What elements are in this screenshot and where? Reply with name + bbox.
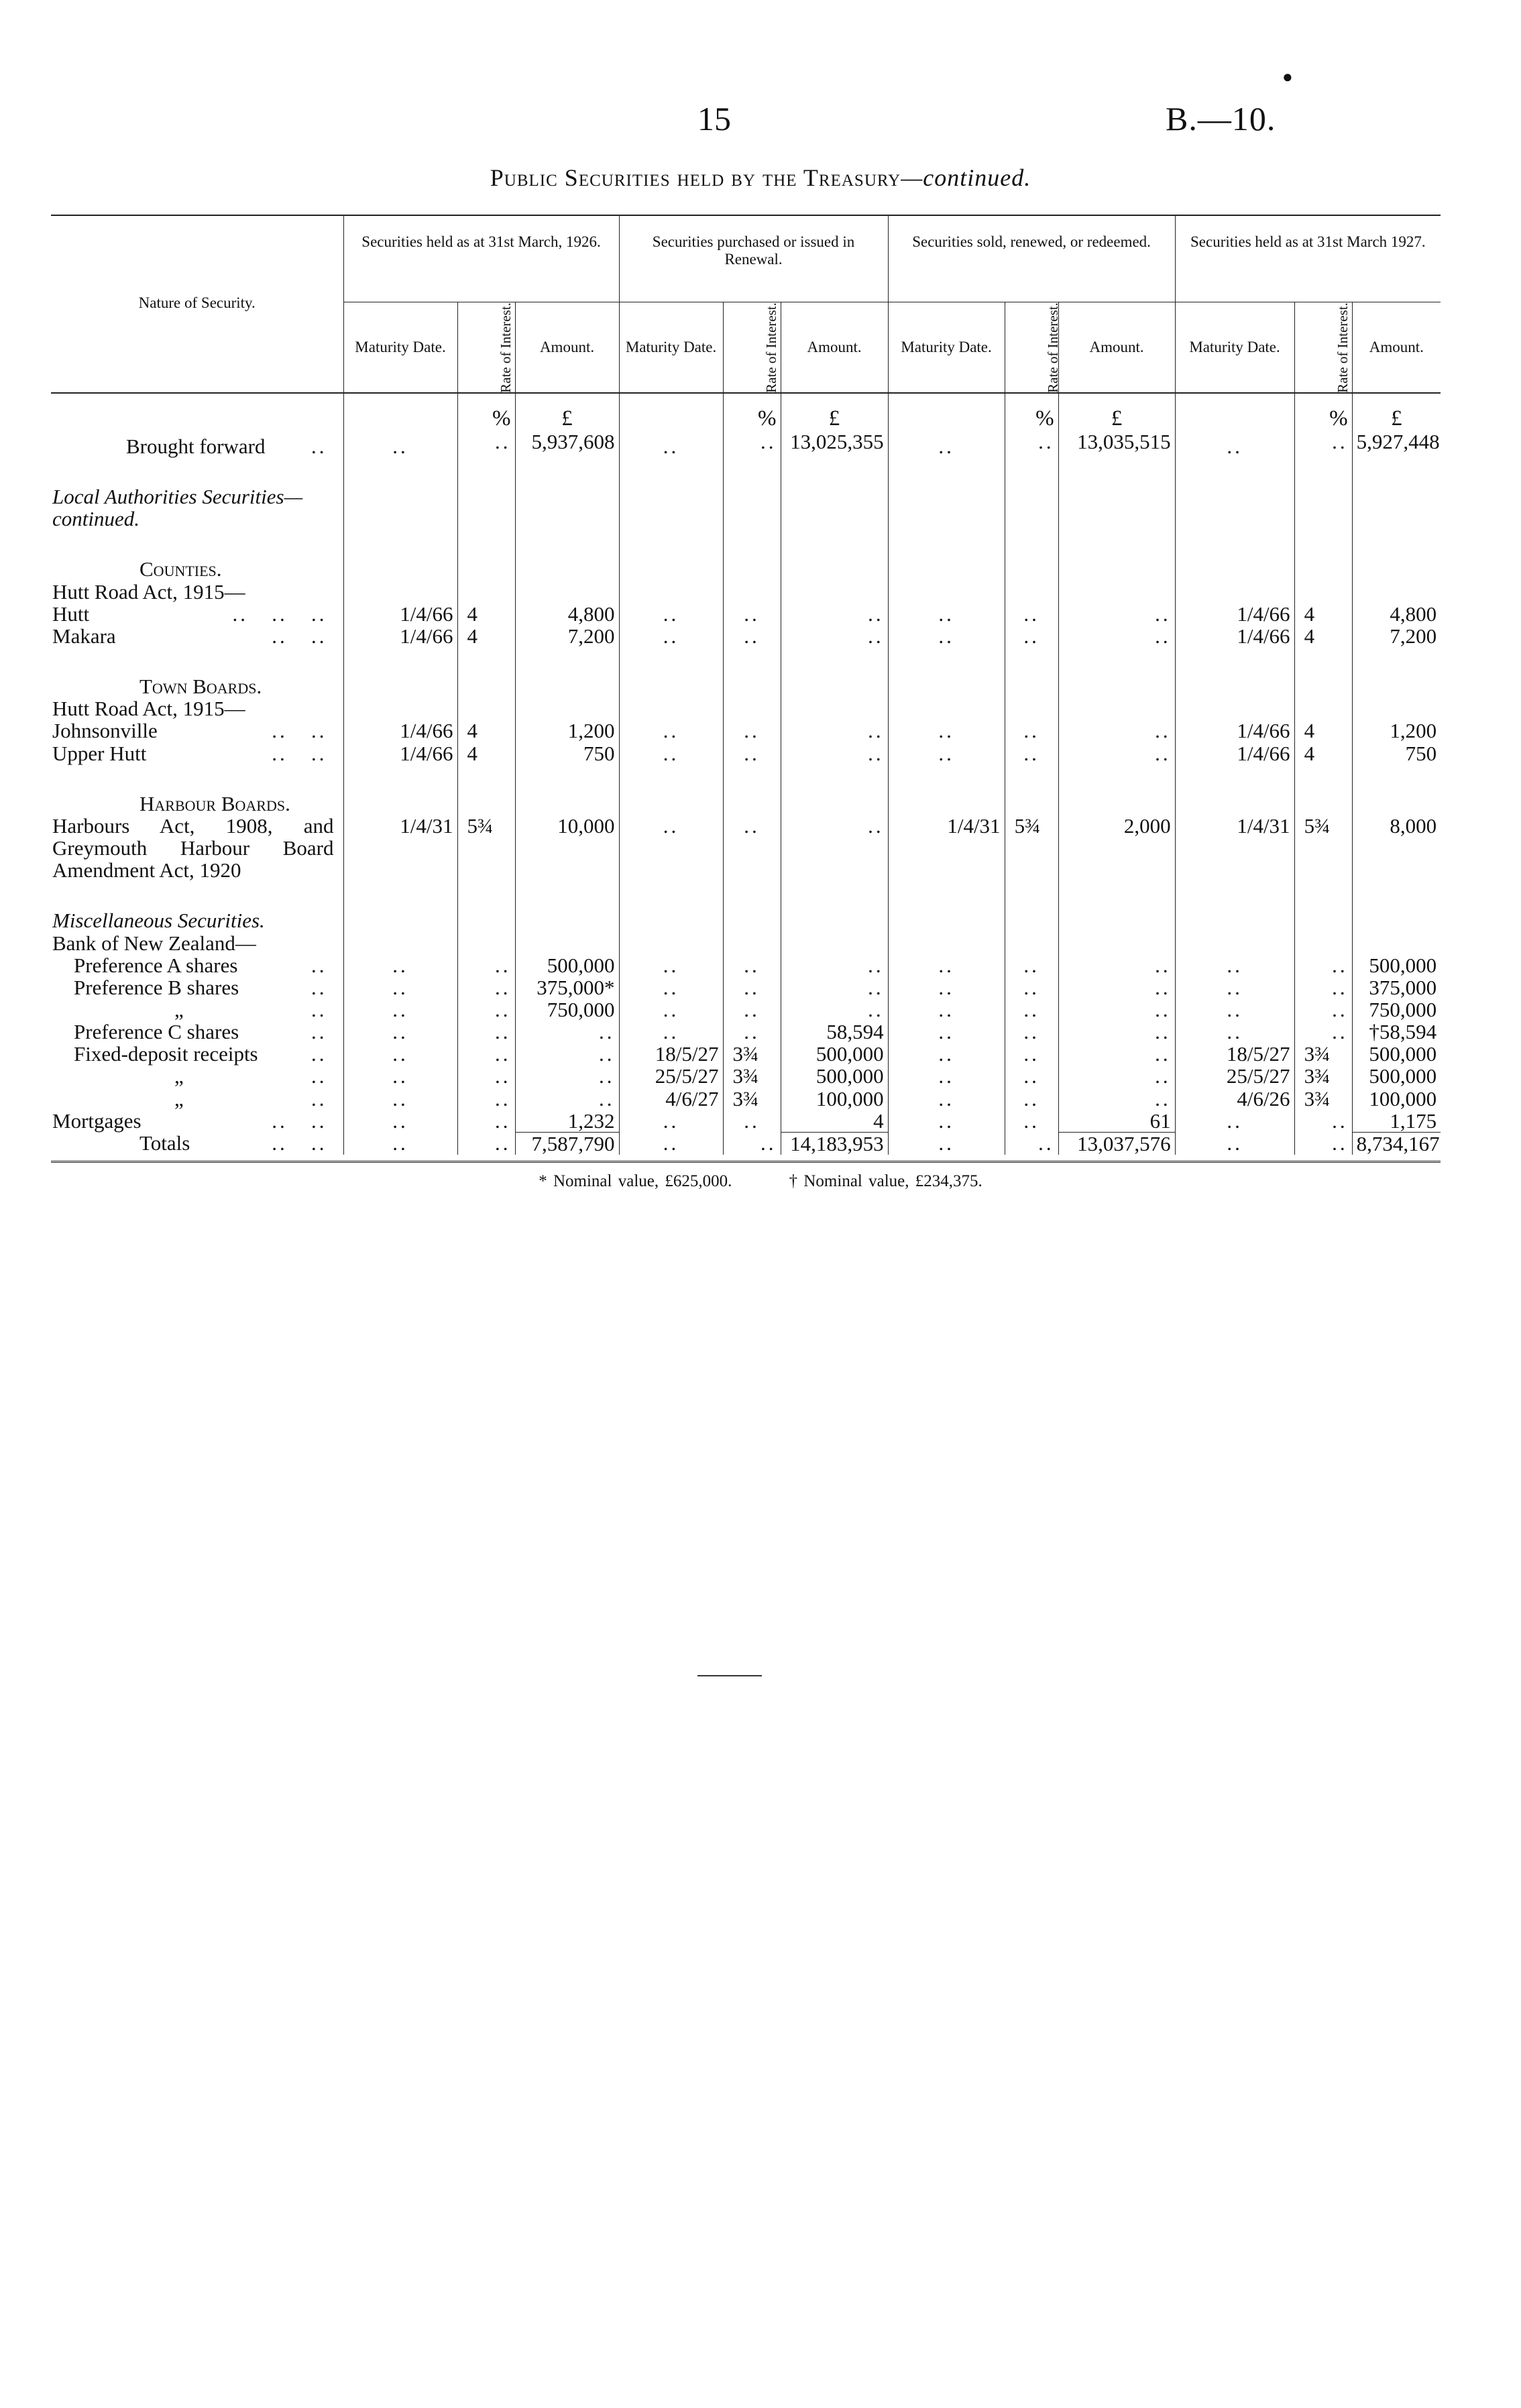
rate-value: 4 [1294, 603, 1352, 625]
rate-value: 5¾ [1005, 815, 1058, 881]
table-bottom-rule [51, 1161, 1441, 1165]
col-group-held-1927: Securities held as at 31st March 1927. [1175, 215, 1441, 302]
amount-value: 1,200 [515, 720, 619, 742]
amount-value: 750,000 [515, 998, 619, 1021]
page-title [0, 164, 1521, 192]
rate-label: Rate of Interest. [1044, 302, 1061, 393]
row-label: „ [174, 1064, 184, 1088]
amount-value: 1,232 [515, 1110, 619, 1133]
table-row: Hutt .. .. .. 1/4/66 4 4,800 .. .. .. .. .. .. 1/4/66 4 4,800 [51, 603, 1441, 625]
section-heading-row [51, 485, 1441, 530]
page-mark: ● [1282, 67, 1293, 87]
amount-value: 13,025,355 [790, 430, 884, 454]
rate-value: 4 [457, 742, 515, 764]
row-label: Makara [52, 624, 116, 648]
rate-value: 4 [1294, 742, 1352, 764]
amount-value: 750,000 [1352, 998, 1441, 1021]
col-maturity-date: Maturity Date. [1175, 302, 1294, 394]
totals-row: Totals .. .. .. .. 7,587,790 .. .. 14,183,953 .. .. 13,037,576 .. .. 8,734,167 [139, 1131, 1440, 1155]
act-label: Hutt Road Act, 1915— [52, 579, 245, 604]
rate-value: 4 [1294, 625, 1352, 647]
table-row: „ .. .. .. .. 4/6/27 3¾ 100,000 .. .. .. 4/6/26 3¾ 100,000 [51, 1088, 1441, 1110]
col-amount: Amount. [1352, 302, 1441, 394]
rate-value: 3¾ [723, 1088, 781, 1110]
title-suffix: —continued. [901, 164, 1031, 191]
rate-value: 5¾ [1294, 815, 1352, 881]
rate-value: 3¾ [1294, 1065, 1352, 1087]
rate-label: Rate of Interest. [763, 302, 779, 393]
document-reference: B.—10. [1166, 100, 1276, 137]
row-label: Johnsonville [52, 719, 158, 743]
rate-value: 3¾ [723, 1065, 781, 1087]
page-number: 15 [697, 100, 731, 137]
rate-label: Rate of Interest. [1334, 302, 1351, 393]
maturity-value: 1/4/66 [343, 742, 457, 764]
maturity-value: 1/4/31 [1175, 815, 1294, 881]
col-group-purchased: Securities purchased or issued in Renewal. [619, 215, 888, 302]
table-row: „ .. .. .. .. 25/5/27 3¾ 500,000 .. .. .. 25/5/27 3¾ 500,000 [51, 1065, 1441, 1087]
amount-value: 10,000 [515, 815, 619, 881]
table-row: Preference C shares .. .. .. .. .. .. 58,594 .. .. .. .. .. †58,594 [51, 1021, 1441, 1043]
section-heading-row [51, 675, 1441, 720]
row-label: Preference C shares [74, 1020, 239, 1044]
section-heading: Local Authorities Securities—continued. [52, 485, 303, 531]
row-label: Totals [139, 1131, 190, 1155]
section-heading-row [51, 793, 1441, 815]
row-label: „ [174, 997, 184, 1021]
maturity-value: 1/4/31 [888, 815, 1005, 881]
percent-unit: % [1329, 406, 1348, 431]
title-main: Public Securities held by the Treasury [490, 164, 901, 191]
maturity-value: 1/4/31 [343, 815, 457, 881]
col-amount: Amount. [1058, 302, 1175, 394]
col-nature-of-security: Nature of Security. [51, 215, 343, 393]
row-label: Fixed-deposit receipts [74, 1042, 258, 1066]
amount-value: 375,000 [1352, 976, 1441, 998]
col-rate-of-interest [723, 302, 781, 394]
amount-value: 500,000 [1352, 954, 1441, 976]
table-row: Makara .. .. 1/4/66 4 7,200 .. .. .. .. .. .. 1/4/66 4 7,200 [51, 625, 1441, 647]
row-label: Upper Hutt [52, 741, 147, 765]
table-row: Fixed-deposit receipts .. .. .. .. 18/5/27 3¾ 500,000 .. .. .. 18/5/27 3¾ 500,000 [51, 1043, 1441, 1065]
amount-value: 61 [1058, 1110, 1175, 1133]
total-value: 13,037,576 [1058, 1132, 1175, 1155]
rate-value: 4 [457, 625, 515, 647]
amount-value: 500,000 [515, 954, 619, 976]
section-heading: Town Boards. [139, 675, 262, 699]
maturity-value: 25/5/27 [619, 1065, 723, 1087]
table-row: Harbours Act, 1908, and Greymouth Harbour Board Amendment Act, 1920 1/4/31 5¾ 10,000 .. .. .. 1/4/31 5¾ 2,000 1/4/31 5¾ 8,000 [51, 815, 1441, 881]
col-amount: Amount. [515, 302, 619, 394]
amount-value: 4,800 [515, 603, 619, 625]
maturity-value: 1/4/66 [343, 603, 457, 625]
total-value: 14,183,953 [781, 1132, 888, 1155]
amount-value: 5,927,448 [1356, 430, 1440, 454]
row-label: Brought forward [126, 435, 266, 458]
col-maturity-date: Maturity Date. [343, 302, 457, 394]
table-row: Preference B shares .. .. .. 375,000* .. .. .. .. .. .. .. .. 375,000 [51, 976, 1441, 998]
amount-value: 500,000 [1352, 1065, 1441, 1087]
amount-value: 58,594 [781, 1021, 888, 1043]
amount-value: 5,937,608 [531, 430, 615, 454]
col-maturity-date: Maturity Date. [619, 302, 723, 394]
percent-unit: % [1035, 406, 1054, 431]
maturity-value: 1/4/66 [1175, 720, 1294, 742]
col-rate-of-interest [1005, 302, 1061, 394]
pound-unit: £ [561, 406, 573, 431]
table-row: „ .. .. .. 750,000 .. .. .. .. .. .. .. .. 750,000 [51, 998, 1441, 1021]
amount-value: 100,000 [781, 1088, 888, 1110]
row-label: Hutt [52, 601, 90, 626]
section-heading: Miscellaneous Securities. [52, 909, 265, 933]
table-row: Johnsonville .. .. 1/4/66 4 1,200 .. .. .. .. .. .. 1/4/66 4 1,200 [51, 720, 1441, 742]
col-group-held-1926: Securities held as at 31st March, 1926. [343, 215, 619, 302]
maturity-value: 18/5/27 [1175, 1043, 1294, 1065]
maturity-value: 1/4/66 [1175, 625, 1294, 647]
row-label: Mortgages [52, 1108, 142, 1133]
footnote-star: * Nominal value, £625,000. [539, 1172, 732, 1190]
maturity-value: 1/4/66 [343, 720, 457, 742]
amount-value: 500,000 [781, 1043, 888, 1065]
amount-value: 7,200 [515, 625, 619, 647]
amount-value: 500,000 [781, 1065, 888, 1087]
amount-value: 7,200 [1352, 625, 1441, 647]
end-rule [697, 1675, 762, 1676]
amount-value: 100,000 [1352, 1088, 1441, 1110]
rate-value: 3¾ [1294, 1088, 1352, 1110]
section-heading: Harbour Boards. [139, 791, 290, 815]
bank-label: Bank of New Zealand— [52, 931, 256, 955]
row-label: Preference A shares [74, 953, 238, 977]
maturity-value: 1/4/66 [1175, 603, 1294, 625]
amount-value: 750 [1352, 742, 1441, 764]
rate-value: 3¾ [1294, 1043, 1352, 1065]
percent-unit: % [492, 406, 511, 431]
amount-value: 1,175 [1352, 1110, 1441, 1133]
col-amount: Amount. [781, 302, 888, 394]
maturity-value: 25/5/27 [1175, 1065, 1294, 1087]
amount-value: 13,035,515 [1077, 430, 1171, 454]
rate-value: 4 [457, 720, 515, 742]
rate-value: 3¾ [723, 1043, 781, 1065]
row-label: Harbours Act, 1908, and Greymouth Harbour Board Amendment Act, 1920 [52, 813, 334, 882]
table-row: Mortgages .. .. .. .. 1,232 .. .. 4 .. .. 61 .. .. 1,175 [51, 1110, 1441, 1133]
section-heading-row [51, 558, 1441, 602]
percent-unit: % [758, 406, 777, 431]
rate-value: 4 [457, 603, 515, 625]
col-group-sold: Securities sold, renewed, or redeemed. [888, 215, 1175, 302]
maturity-value: 4/6/27 [619, 1088, 723, 1110]
maturity-value: 1/4/66 [1175, 742, 1294, 764]
table-row: Brought forward .. .. % .. £ 5,937,608 .. % .. £ 13,025,355 .. % .. £ 13,035,515 .. % .. £ 5,927,448 [126, 406, 1440, 458]
row-label: „ [174, 1086, 184, 1110]
footnote-dagger: † Nominal value, £234,375. [789, 1172, 982, 1190]
col-maturity-date: Maturity Date. [888, 302, 1005, 394]
amount-value: 375,000* [515, 976, 619, 998]
rate-value: 5¾ [457, 815, 515, 881]
pound-unit: £ [1391, 406, 1402, 431]
total-value: 7,587,790 [515, 1132, 619, 1155]
col-rate-of-interest [457, 302, 515, 394]
pound-unit: £ [828, 406, 840, 431]
maturity-value: 1/4/66 [343, 625, 457, 647]
pound-unit: £ [1111, 406, 1123, 431]
amount-value: 2,000 [1058, 815, 1175, 881]
amount-value: 1,200 [1352, 720, 1441, 742]
amount-value: †58,594 [1352, 1021, 1441, 1043]
maturity-value: 18/5/27 [619, 1043, 723, 1065]
maturity-value: 4/6/26 [1175, 1088, 1294, 1110]
footnotes [0, 1172, 1521, 1191]
row-label: Preference B shares [74, 975, 239, 999]
section-heading-row [51, 909, 1441, 954]
col-rate-of-interest [1294, 302, 1352, 394]
amount-value: 4 [781, 1110, 888, 1133]
total-value: 8,734,167 [1352, 1132, 1441, 1155]
amount-value: 750 [515, 742, 619, 764]
securities-table [51, 215, 1441, 1155]
rate-value: 4 [1294, 720, 1352, 742]
amount-value: 8,000 [1352, 815, 1441, 881]
table-row: Upper Hutt .. .. 1/4/66 4 750 .. .. .. .. .. .. 1/4/66 4 750 [51, 742, 1441, 764]
amount-value: 4,800 [1352, 603, 1441, 625]
act-label: Hutt Road Act, 1915— [52, 697, 245, 721]
table-row: Preference A shares .. .. .. 500,000 .. .. .. .. .. .. .. .. 500,000 [51, 954, 1441, 976]
section-heading: Counties. [139, 557, 222, 581]
rate-label: Rate of Interest. [497, 302, 514, 393]
amount-value: 500,000 [1352, 1043, 1441, 1065]
